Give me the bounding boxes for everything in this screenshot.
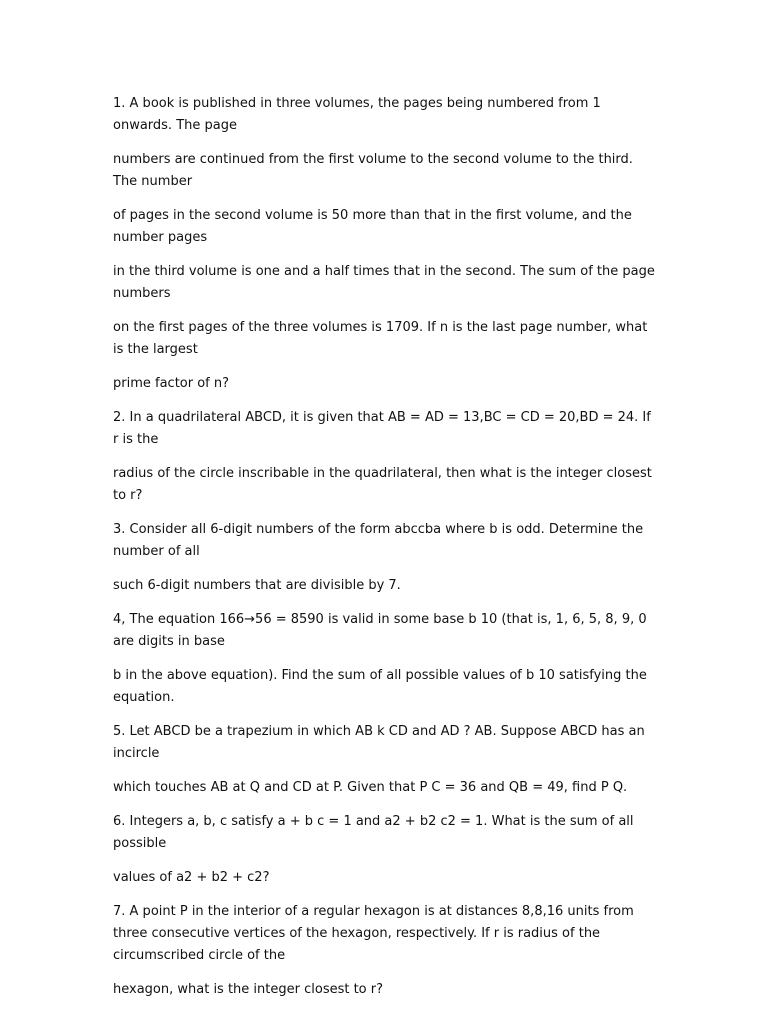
paragraph-8: radius of the circle inscribable in the quadrilateral, then what is the integer closest to r? [113,466,652,503]
paragraph-7: 2. In a quadrilateral ABCD, it is given that AB = AD = 13,BC = CD = 20,BD = 24. If r is the [113,410,651,447]
paragraph-11: 4, The equation 166→56 = 8590 is valid in some base b 10 (that is, 1, 6, 5, 8, 9, 0 are digits in base [113,612,647,649]
paragraph-9: 3. Consider all 6-digit numbers of the form abccba where b is odd. Determine the number of all [113,522,644,559]
paragraph-5: on the first pages of the three volumes is 1709. If n is the last page number, what is the largest [113,320,648,357]
paragraph-17: 7. A point P in the interior of a regular hexagon is at distances 8,8,16 units from three consecutive vertices of the hexagon, respectively. If r is radius of the circumscribed circle of the [113,904,634,963]
paragraph-12: b in the above equation). Find the sum of all possible values of b 10 satisfying the equation. [113,668,647,705]
paragraph-4: in the third volume is one and a half times that in the second. The sum of the page numbers [113,264,655,301]
paragraph-2: numbers are continued from the first volume to the second volume to the third. The number [113,152,633,189]
paragraph-10: such 6-digit numbers that are divisible by 7. [113,578,401,593]
paragraph-1: 1. A book is published in three volumes, the pages being numbered from 1 onwards. The page [113,96,601,133]
paragraph-15: 6. Integers a, b, c satisfy a + b c = 1 and a2 + b2 c2 = 1. What is the sum of all possible [113,814,634,851]
paragraph-13: 5. Let ABCD be a trapezium in which AB k CD and AD ? AB. Suppose ABCD has an incircle [113,724,645,761]
document-body [113,93,658,1013]
paragraph-16: values of a2 + b2 + c2? [113,870,270,885]
paragraph-3: of pages in the second volume is 50 more than that in the first volume, and the number pages [113,208,632,245]
paragraph-6: prime factor of n? [113,376,230,391]
paragraph-18: hexagon, what is the integer closest to r? [113,982,384,997]
paragraph-14: which touches AB at Q and CD at P. Given that P C = 36 and QB = 49, find P Q. [113,780,628,795]
